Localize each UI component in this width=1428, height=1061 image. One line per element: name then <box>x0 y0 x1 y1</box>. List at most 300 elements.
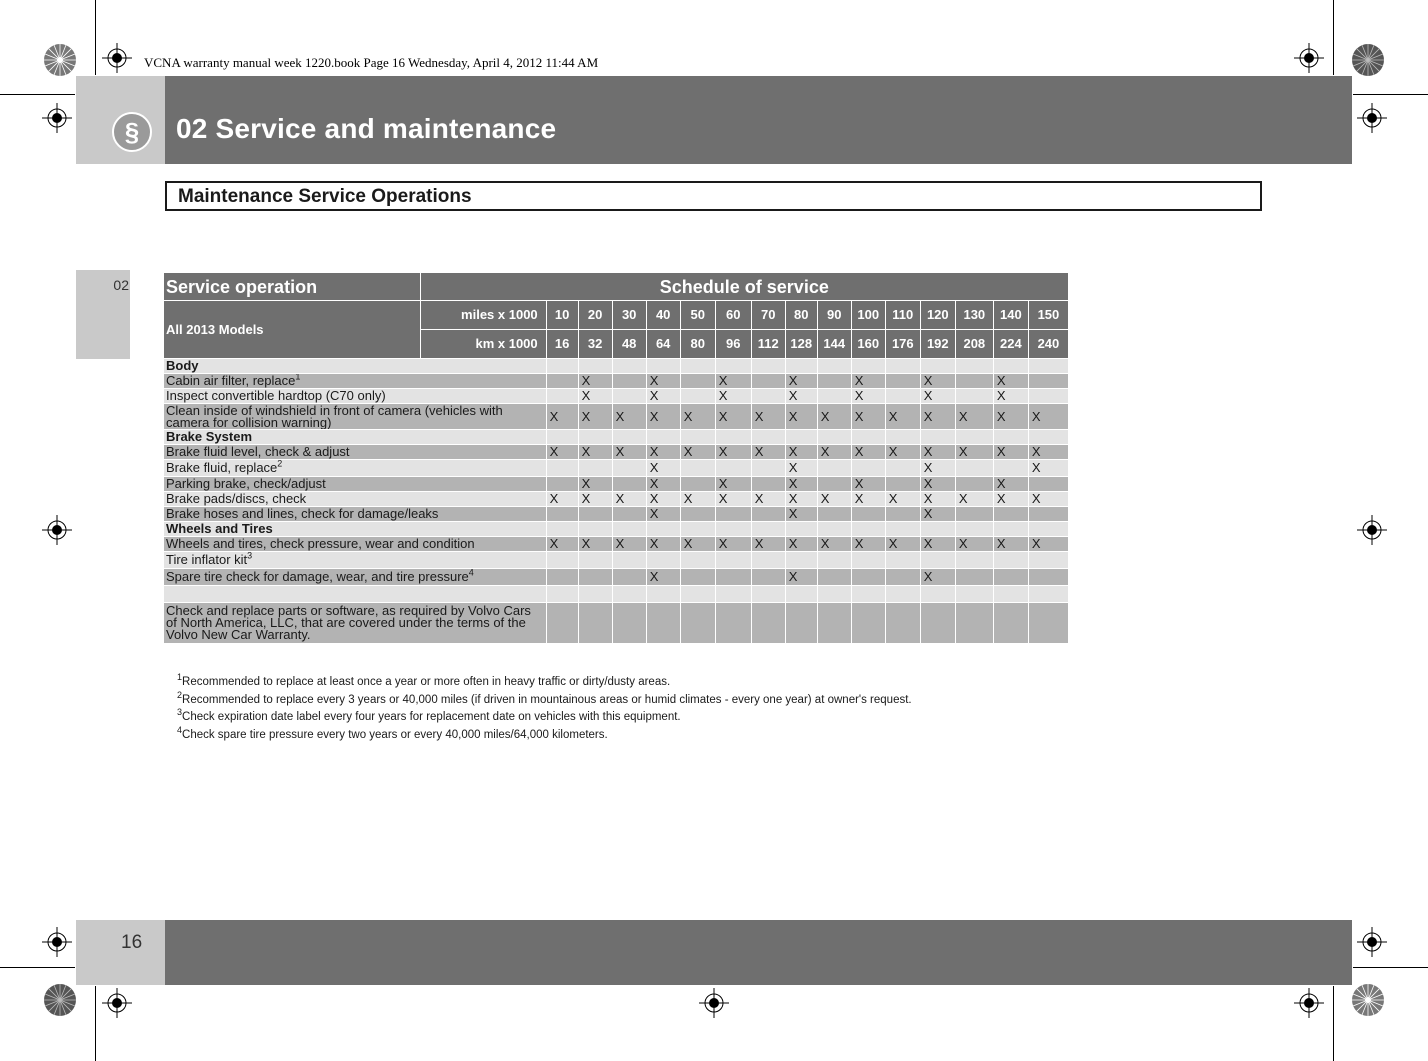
km-value: 240 <box>1028 330 1068 359</box>
schedule-mark <box>1028 552 1068 569</box>
schedule-mark <box>1028 569 1068 586</box>
miles-value: 120 <box>920 301 955 330</box>
schedule-mark <box>1028 507 1068 522</box>
schedule-mark <box>646 586 680 603</box>
service-operation-label: Cabin air filter, replace$^1$ <box>164 374 546 389</box>
schedule-mark <box>578 552 612 569</box>
schedule-mark: X <box>680 492 715 507</box>
empty-cell <box>715 522 751 537</box>
registration-mark-icon <box>102 988 132 1018</box>
footnote-number: 3 <box>177 707 183 718</box>
chapter-side-tab <box>76 270 130 359</box>
schedule-mark: X <box>993 492 1028 507</box>
miles-value: 30 <box>612 301 646 330</box>
schedule-mark <box>546 507 578 522</box>
schedule-mark <box>751 460 785 477</box>
schedule-mark: X <box>646 374 680 389</box>
service-operation-label: Spare tire check for damage, wear, and tire pressure$^4$ <box>164 569 546 586</box>
schedule-mark: X <box>851 445 885 460</box>
schedule-mark: X <box>885 404 920 430</box>
miles-value: 20 <box>578 301 612 330</box>
schedule-mark <box>817 389 851 404</box>
footnote-number: 2 <box>177 689 183 700</box>
registration-mark-icon <box>1357 927 1387 957</box>
footnote-text: Recommended to replace at least once a year or more often in heavy traffic or dirty/dusty areas. <box>182 676 671 688</box>
schedule-mark <box>546 477 578 492</box>
empty-cell <box>1028 430 1068 445</box>
schedule-mark <box>851 552 885 569</box>
schedule-mark <box>817 477 851 492</box>
schedule-mark: X <box>646 507 680 522</box>
km-value: 16 <box>546 330 578 359</box>
print-slug: VCNA warranty manual week 1220.book Page 16 Wednesday, April 4, 2012 11:44 AM <box>144 55 599 70</box>
miles-value: 150 <box>1028 301 1068 330</box>
schedule-mark <box>546 389 578 404</box>
footnote-text: Check spare tire pressure every two years or every 40,000 miles/64,000 kilometers. <box>182 728 608 741</box>
category-row <box>164 359 1069 374</box>
empty-cell <box>955 359 993 374</box>
schedule-mark: X <box>851 374 885 389</box>
schedule-mark <box>646 603 680 644</box>
schedule-mark <box>715 603 751 644</box>
schedule-mark: X <box>646 389 680 404</box>
schedule-mark <box>955 586 993 603</box>
registration-mark-icon <box>42 515 72 545</box>
empty-cell <box>646 430 680 445</box>
schedule-mark: X <box>646 477 680 492</box>
footnote <box>177 689 912 710</box>
schedule-mark <box>785 586 817 603</box>
schedule-mark: X <box>680 404 715 430</box>
crop-mark <box>1353 94 1428 95</box>
schedule-mark: X <box>715 537 751 552</box>
schedule-mark <box>680 569 715 586</box>
miles-label: miles x 1000 <box>420 301 546 330</box>
empty-cell <box>751 359 785 374</box>
registration-mark-icon <box>1357 515 1387 545</box>
schedule-mark <box>680 389 715 404</box>
schedule-mark <box>851 603 885 644</box>
schedule-mark: X <box>785 492 817 507</box>
schedule-mark: X <box>851 492 885 507</box>
schedule-mark <box>885 507 920 522</box>
schedule-mark <box>920 552 955 569</box>
miles-value: 90 <box>817 301 851 330</box>
crop-mark <box>95 986 96 1061</box>
schedule-mark <box>993 460 1028 477</box>
km-value: 128 <box>785 330 817 359</box>
empty-cell <box>751 430 785 445</box>
schedule-mark: X <box>851 389 885 404</box>
schedule-mark <box>885 460 920 477</box>
schedule-mark <box>817 460 851 477</box>
empty-cell <box>715 430 751 445</box>
empty-cell <box>680 522 715 537</box>
service-operation-label: Brake hoses and lines, check for damage/leaks <box>164 507 546 522</box>
schedule-mark <box>885 586 920 603</box>
schedule-mark <box>546 569 578 586</box>
schedule-mark: X <box>920 404 955 430</box>
schedule-mark: X <box>785 477 817 492</box>
km-value: 160 <box>851 330 885 359</box>
schedule-mark <box>680 507 715 522</box>
schedule-mark <box>715 507 751 522</box>
schedule-mark <box>817 374 851 389</box>
schedule-mark <box>993 586 1028 603</box>
schedule-mark <box>817 586 851 603</box>
empty-cell <box>955 522 993 537</box>
schedule-mark: X <box>920 389 955 404</box>
empty-cell <box>546 430 578 445</box>
empty-cell <box>885 522 920 537</box>
table-row <box>164 460 1069 477</box>
schedule-mark: X <box>955 537 993 552</box>
page-number: 16 <box>121 932 143 953</box>
schedule-mark <box>993 603 1028 644</box>
schedule-mark <box>680 552 715 569</box>
schedule-mark: X <box>920 445 955 460</box>
table-row <box>164 477 1069 492</box>
km-value: 48 <box>612 330 646 359</box>
schedule-mark: X <box>680 537 715 552</box>
schedule-mark <box>751 569 785 586</box>
registration-mark-icon <box>699 988 729 1018</box>
schedule-mark: X <box>546 492 578 507</box>
empty-cell <box>546 359 578 374</box>
registration-mark-icon <box>1357 103 1387 133</box>
schedule-mark <box>546 374 578 389</box>
footnote-ref: 2 <box>277 459 283 469</box>
schedule-mark <box>851 507 885 522</box>
schedule-mark <box>680 603 715 644</box>
schedule-mark: X <box>920 477 955 492</box>
schedule-mark: X <box>885 445 920 460</box>
schedule-mark <box>885 569 920 586</box>
schedule-mark <box>885 477 920 492</box>
schedule-mark: X <box>578 492 612 507</box>
footnote-ref: 4 <box>468 568 474 578</box>
crop-mark <box>0 967 75 968</box>
footnote-number: 4 <box>177 724 183 735</box>
schedule-mark: X <box>993 445 1028 460</box>
schedule-mark: X <box>920 569 955 586</box>
empty-cell <box>612 359 646 374</box>
schedule-mark: X <box>715 477 751 492</box>
miles-value: 140 <box>993 301 1028 330</box>
empty-cell <box>817 359 851 374</box>
table-header-row <box>164 273 1069 301</box>
empty-cell <box>993 359 1028 374</box>
schedule-mark: X <box>955 445 993 460</box>
schedule-mark <box>920 586 955 603</box>
schedule-mark: X <box>546 537 578 552</box>
section-title: Maintenance Service Operations <box>178 186 472 207</box>
empty-cell <box>920 430 955 445</box>
schedule-mark: X <box>920 537 955 552</box>
service-operation-label: Brake pads/discs, check <box>164 492 546 507</box>
schedule-mark <box>612 586 646 603</box>
schedule-mark: X <box>817 537 851 552</box>
schedule-mark <box>612 374 646 389</box>
schedule-mark <box>1028 374 1068 389</box>
schedule-mark <box>993 552 1028 569</box>
schedule-mark: X <box>612 537 646 552</box>
empty-cell <box>851 522 885 537</box>
footnote-number: 1 <box>177 672 183 683</box>
schedule-mark: X <box>578 389 612 404</box>
schedule-mark <box>680 477 715 492</box>
table-row <box>164 603 1069 644</box>
category-label: Body <box>164 359 546 374</box>
models-label: All 2013 Models <box>164 301 420 359</box>
schedule-mark: X <box>851 477 885 492</box>
schedule-mark: X <box>785 404 817 430</box>
schedule-mark <box>578 603 612 644</box>
schedule-mark <box>612 603 646 644</box>
footnote-text: Recommended to replace every 3 years or 40,000 miles (if driven in mountainous areas or humid climates - every one year) at owner's request. <box>182 693 912 706</box>
schedule-mark: X <box>612 445 646 460</box>
schedule-mark <box>715 460 751 477</box>
schedule-mark: X <box>785 374 817 389</box>
empty-cell <box>851 359 885 374</box>
schedule-mark <box>612 460 646 477</box>
color-target-icon <box>43 43 77 77</box>
schedule-mark: X <box>920 492 955 507</box>
schedule-mark: X <box>1028 492 1068 507</box>
schedule-mark: X <box>646 404 680 430</box>
empty-cell <box>851 430 885 445</box>
schedule-mark <box>612 552 646 569</box>
footer-bar <box>165 920 1352 985</box>
empty-cell <box>993 430 1028 445</box>
schedule-mark: X <box>715 492 751 507</box>
schedule-mark: X <box>885 492 920 507</box>
schedule-mark: X <box>817 404 851 430</box>
schedule-mark <box>751 477 785 492</box>
schedule-mark: X <box>817 445 851 460</box>
miles-value: 10 <box>546 301 578 330</box>
schedule-mark <box>715 586 751 603</box>
service-schedule-table <box>164 273 1069 644</box>
footnote-ref: 1 <box>295 373 301 382</box>
schedule-mark: X <box>578 445 612 460</box>
schedule-mark <box>1028 586 1068 603</box>
schedule-mark: X <box>546 445 578 460</box>
schedule-mark <box>955 374 993 389</box>
crop-mark <box>95 0 96 75</box>
miles-value: 100 <box>851 301 885 330</box>
schedule-mark: X <box>1028 445 1068 460</box>
schedule-mark <box>885 374 920 389</box>
schedule-mark <box>751 552 785 569</box>
miles-value: 40 <box>646 301 680 330</box>
schedule-mark <box>955 603 993 644</box>
miles-value: 60 <box>715 301 751 330</box>
schedule-mark <box>785 552 817 569</box>
schedule-mark: X <box>715 404 751 430</box>
empty-cell <box>578 359 612 374</box>
km-value: 144 <box>817 330 851 359</box>
section-heading-box <box>165 181 1262 211</box>
schedule-mark: X <box>785 445 817 460</box>
schedule-mark: X <box>612 492 646 507</box>
schedule-mark <box>715 552 751 569</box>
service-operation-label: Wheels and tires, check pressure, wear and condition <box>164 537 546 552</box>
schedule-mark <box>751 603 785 644</box>
schedule-mark: X <box>646 569 680 586</box>
km-value: 80 <box>680 330 715 359</box>
schedule-mark: X <box>785 569 817 586</box>
schedule-mark: X <box>1028 404 1068 430</box>
footnote <box>177 674 912 692</box>
empty-cell <box>885 430 920 445</box>
page-number-box <box>76 920 165 985</box>
service-operation-label: Brake fluid, replace$^2$ <box>164 460 546 477</box>
schedule-mark <box>751 586 785 603</box>
empty-cell <box>920 359 955 374</box>
footnotes <box>177 674 912 744</box>
schedule-mark: X <box>785 389 817 404</box>
schedule-mark: X <box>785 507 817 522</box>
schedule-mark: X <box>920 460 955 477</box>
schedule-mark <box>612 389 646 404</box>
schedule-mark <box>785 603 817 644</box>
schedule-mark: X <box>646 492 680 507</box>
empty-cell <box>546 522 578 537</box>
schedule-mark: X <box>578 404 612 430</box>
schedule-mark: X <box>851 537 885 552</box>
registration-mark-icon <box>1294 988 1324 1018</box>
schedule-mark: X <box>715 445 751 460</box>
schedule-mark: X <box>785 460 817 477</box>
schedule-mark <box>817 552 851 569</box>
chapter-tab-number: 02 <box>113 277 129 293</box>
registration-mark-icon <box>102 43 132 73</box>
empty-cell <box>817 430 851 445</box>
category-label: Wheels and Tires <box>164 522 546 537</box>
schedule-mark <box>955 460 993 477</box>
schedule-mark <box>646 552 680 569</box>
empty-cell <box>680 359 715 374</box>
schedule-mark <box>993 569 1028 586</box>
schedule-mark <box>993 507 1028 522</box>
table-row <box>164 586 1069 603</box>
schedule-mark: X <box>546 404 578 430</box>
empty-cell <box>1028 522 1068 537</box>
schedule-mark: X <box>1028 537 1068 552</box>
chapter-title: 02 Service and maintenance <box>176 113 557 144</box>
empty-cell <box>785 359 817 374</box>
empty-cell <box>785 522 817 537</box>
schedule-mark: X <box>993 537 1028 552</box>
schedule-mark <box>578 586 612 603</box>
schedule-mark <box>920 603 955 644</box>
empty-cell <box>785 430 817 445</box>
schedule-mark <box>578 460 612 477</box>
km-value: 176 <box>885 330 920 359</box>
schedule-mark <box>885 552 920 569</box>
schedule-mark: X <box>751 445 785 460</box>
schedule-mark <box>612 507 646 522</box>
section-sign-icon: § <box>112 112 152 152</box>
table-row <box>164 374 1069 389</box>
schedule-mark <box>1028 477 1068 492</box>
crop-mark <box>0 94 75 95</box>
service-operation-label: Brake fluid level, check & adjust <box>164 445 546 460</box>
schedule-mark: X <box>993 374 1028 389</box>
schedule-mark: X <box>1028 460 1068 477</box>
schedule-mark <box>851 569 885 586</box>
crop-mark <box>1333 986 1334 1061</box>
schedule-mark: X <box>612 404 646 430</box>
schedule-mark: X <box>751 492 785 507</box>
schedule-mark <box>751 389 785 404</box>
color-target-icon <box>1351 983 1385 1017</box>
schedule-mark: X <box>646 445 680 460</box>
schedule-mark <box>612 569 646 586</box>
schedule-mark: X <box>817 492 851 507</box>
table-row <box>164 569 1069 586</box>
km-value: 208 <box>955 330 993 359</box>
schedule-mark <box>612 477 646 492</box>
empty-cell <box>715 359 751 374</box>
schedule-mark <box>955 507 993 522</box>
schedule-mark <box>546 603 578 644</box>
category-row <box>164 430 1069 445</box>
empty-cell <box>646 522 680 537</box>
schedule-mark: X <box>920 374 955 389</box>
schedule-mark: X <box>715 374 751 389</box>
schedule-mark <box>715 569 751 586</box>
service-operation-label <box>164 586 546 603</box>
footnote <box>177 724 912 745</box>
footnote-text: Check expiration date label every four years for replacement date on vehicles with this equipment. <box>182 711 681 723</box>
schedule-mark: X <box>578 374 612 389</box>
miles-value: 110 <box>885 301 920 330</box>
schedule-mark <box>817 603 851 644</box>
miles-value: 130 <box>955 301 993 330</box>
registration-mark-icon <box>1294 43 1324 73</box>
schedule-mark <box>1028 603 1068 644</box>
empty-cell <box>993 522 1028 537</box>
schedule-mark <box>955 477 993 492</box>
empty-cell <box>612 522 646 537</box>
schedule-mark: X <box>751 404 785 430</box>
schedule-mark <box>851 460 885 477</box>
miles-row <box>164 301 1069 330</box>
schedule-mark <box>680 374 715 389</box>
schedule-mark: X <box>955 492 993 507</box>
empty-cell <box>612 430 646 445</box>
schedule-mark: X <box>578 537 612 552</box>
color-target-icon <box>43 983 77 1017</box>
schedule-mark: X <box>715 389 751 404</box>
schedule-mark <box>955 389 993 404</box>
col-service-operation: Service operation <box>164 273 420 301</box>
schedule-mark: X <box>993 404 1028 430</box>
km-value: 224 <box>993 330 1028 359</box>
col-schedule-of-service: Schedule of service <box>420 273 1068 301</box>
table-row <box>164 552 1069 569</box>
schedule-mark: X <box>993 477 1028 492</box>
schedule-mark: X <box>851 404 885 430</box>
service-operation-label: Tire inflator kit$^3$ <box>164 552 546 569</box>
empty-cell <box>817 522 851 537</box>
schedule-mark <box>751 507 785 522</box>
schedule-mark: X <box>785 537 817 552</box>
km-value: 96 <box>715 330 751 359</box>
schedule-mark <box>817 507 851 522</box>
